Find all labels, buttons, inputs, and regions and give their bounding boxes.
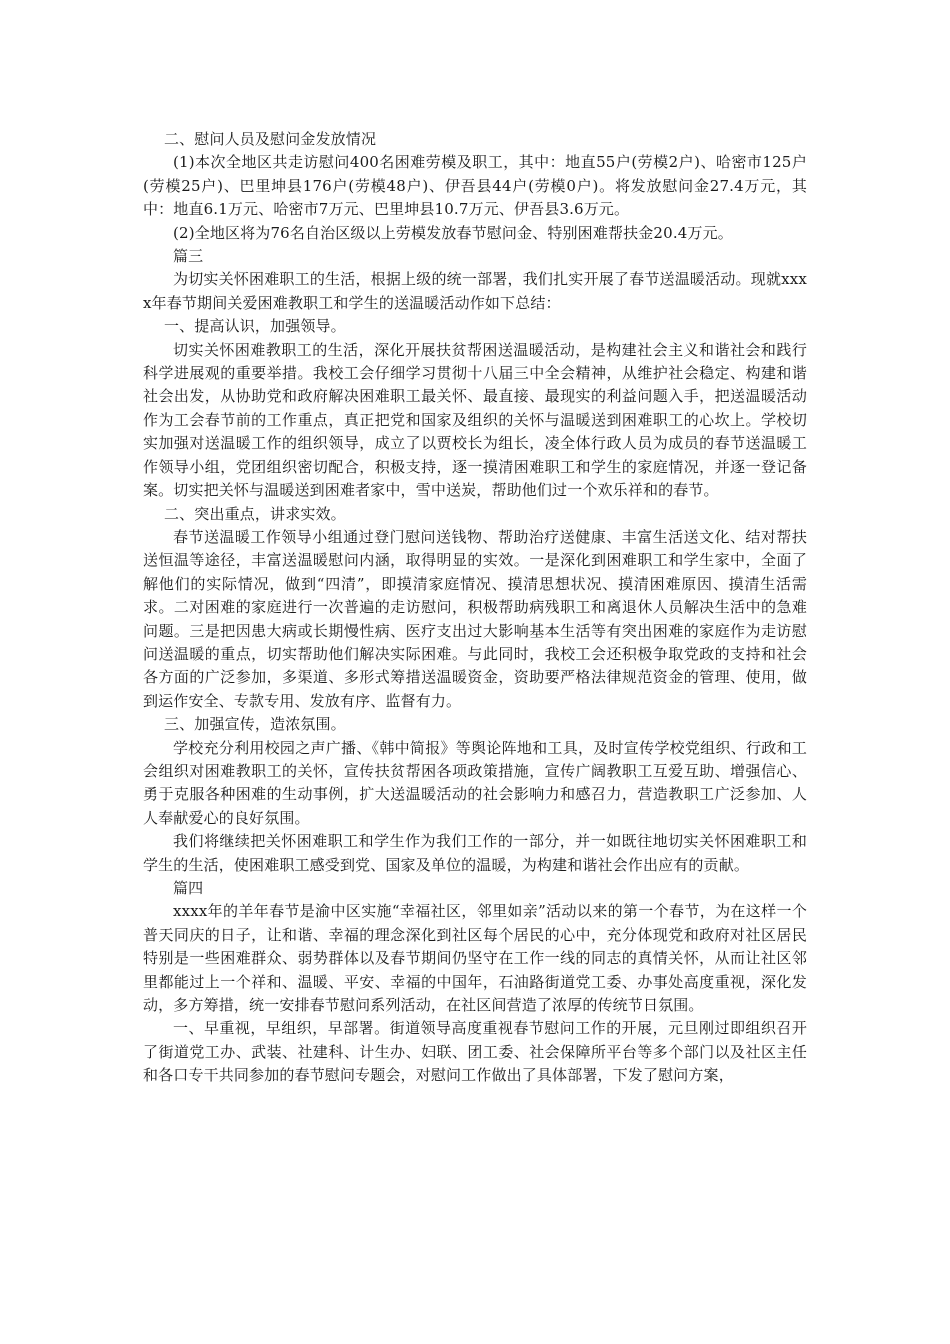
section-heading: 一、提高认识，加强领导。 — [164, 317, 346, 336]
paragraph: 我们将继续把关怀困难职工和学生作为我们工作的一部分，并一如既往地切实关怀困难职工和学生的生活，使困难职工感受到党、国家及单位的温暖，为构建和谐社会作出应有的贡献。 — [143, 832, 807, 874]
section-heading: 三、加强宣传，造浓氛围。 — [164, 715, 346, 734]
paragraph: 春节送温暖工作领导小组通过登门慰问送钱物、帮助治疗送健康、丰富生活送文化、结对帮扶送恒温等途径，丰富送温暖慰问内涵，取得明显的实效。一是深化到困难职工和学生家中，全面了解他们的实际情况，做到“四清”，即摸清家庭情况、摸清思想状况、摸清困难原因、摸清生活需求。二对困难的家庭进行一次普遍的走访慰问，积极帮助病残职工和离退休人员解决生活中的急难问题。三是把因患大病或长期慢性病、医疗支出过大影响基本生活等有突出困难的家庭作为走访慰问送温暖的重点，切实帮助他们解决实际困难。与此同时，我校工会还积极争取党政的支持和社会各方面的广泛参加，多渠道、多形式筹措送温暖资金，资助要严格法律规范资金的管理、使用，做到运作安全、专款专用、发放有序、监督有力。 — [143, 527, 807, 710]
paragraph: (2)全地区将为76名自治区级以上劳模发放春节慰问金、特别困难帮扶金20.4万元。 — [173, 223, 733, 242]
section-heading: 二、突出重点，讲求实效。 — [164, 504, 346, 523]
chapter-heading: 篇三 — [173, 247, 204, 266]
paragraph: (1)本次全地区共走访慰问400名困难劳模及职工，其中：地直55户(劳模2户)、哈密市125户(劳模25户)、巴里坤县176户(劳模48户)、伊吾县44户(劳模0户)。将发放慰问金27.4万元，其中：地直6.1万元、哈密市7万元、巴里坤县10.7万元、伊吾县3.6万元。 — [143, 153, 807, 219]
section-heading: 二、慰问人员及慰问金发放情况 — [164, 130, 377, 148]
document-body — [143, 128, 807, 1088]
paragraph: 为切实关怀困难职工的生活，根据上级的统一部署，我们扎实开展了春节送温暖活动。现就xxxx年春节期间关爱困难教职工和学生的送温暖活动作如下总结： — [143, 270, 807, 312]
paragraph: xxxx年的羊年春节是渝中区实施“幸福社区，邻里如亲”活动以来的第一个春节，为在这样一个普天同庆的日子，让和谐、幸福的理念深化到社区每个居民的心中，充分体现党和政府对社区居民特别是一些困难群众、弱势群体以及春节期间仍坚守在工作一线的同志的真情关怀，从而让社区邻里都能过上一个祥和、温暖、平安、幸福的中国年，石油路街道党工委、办事处高度重视，深化发动，多方筹措，统一安排春节慰问系列活动，在社区间营造了浓厚的传统节日氛围。 — [143, 902, 807, 1015]
paragraph: 学校充分利用校园之声广播、《韩中简报》等舆论阵地和工具，及时宣传学校党组织、行政和工会组织对困难教职工的关怀，宣传扶贫帮困各项政策措施，宣传广阔教职工互爱互助、增强信心、勇于克服各种困难的生动事例，扩大送温暖活动的社会影响力和感召力，营造教职工广泛参加、人人奉献爱心的良好氛围。 — [143, 738, 807, 827]
chapter-heading: 篇四 — [173, 879, 204, 897]
paragraph: 一、早重视，早组织，早部署。街道领导高度重视春节慰问工作的开展，元旦刚过即组织召开了街道党工办、武装、社建科、计生办、妇联、团工委、社会保障所平台等多个部门以及社区主任和各口专干共同参加的春节慰问专题会，对慰问工作做出了具体部署，下发了慰问方案， — [143, 1019, 807, 1085]
paragraph: 切实关怀困难教职工的生活，深化开展扶贫帮困送温暖活动，是构建社会主义和谐社会和践行科学进展观的重要举措。我校工会仔细学习贯彻十八届三中全会精神，从维护社会稳定、构建和谐社会出发，从协助党和政府解决困难职工最关怀、最直接、最现实的利益问题入手，把送温暖活动作为工会春节前的工作重点，真正把党和国家及组织的关怀与温暖送到困难职工的心坎上。学校切实加强对送温暖工作的组织领导，成立了以贾校长为组长，凌全体行政人员为成员的春节送温暖工作领导小组，党团组织密切配合，积极支持，逐一摸清困难职工和学生的家庭情况，并逐一登记备案。切实把关怀与温暖送到困难者家中，雪中送炭，帮助他们过一个欢乐祥和的春节。 — [143, 340, 807, 500]
